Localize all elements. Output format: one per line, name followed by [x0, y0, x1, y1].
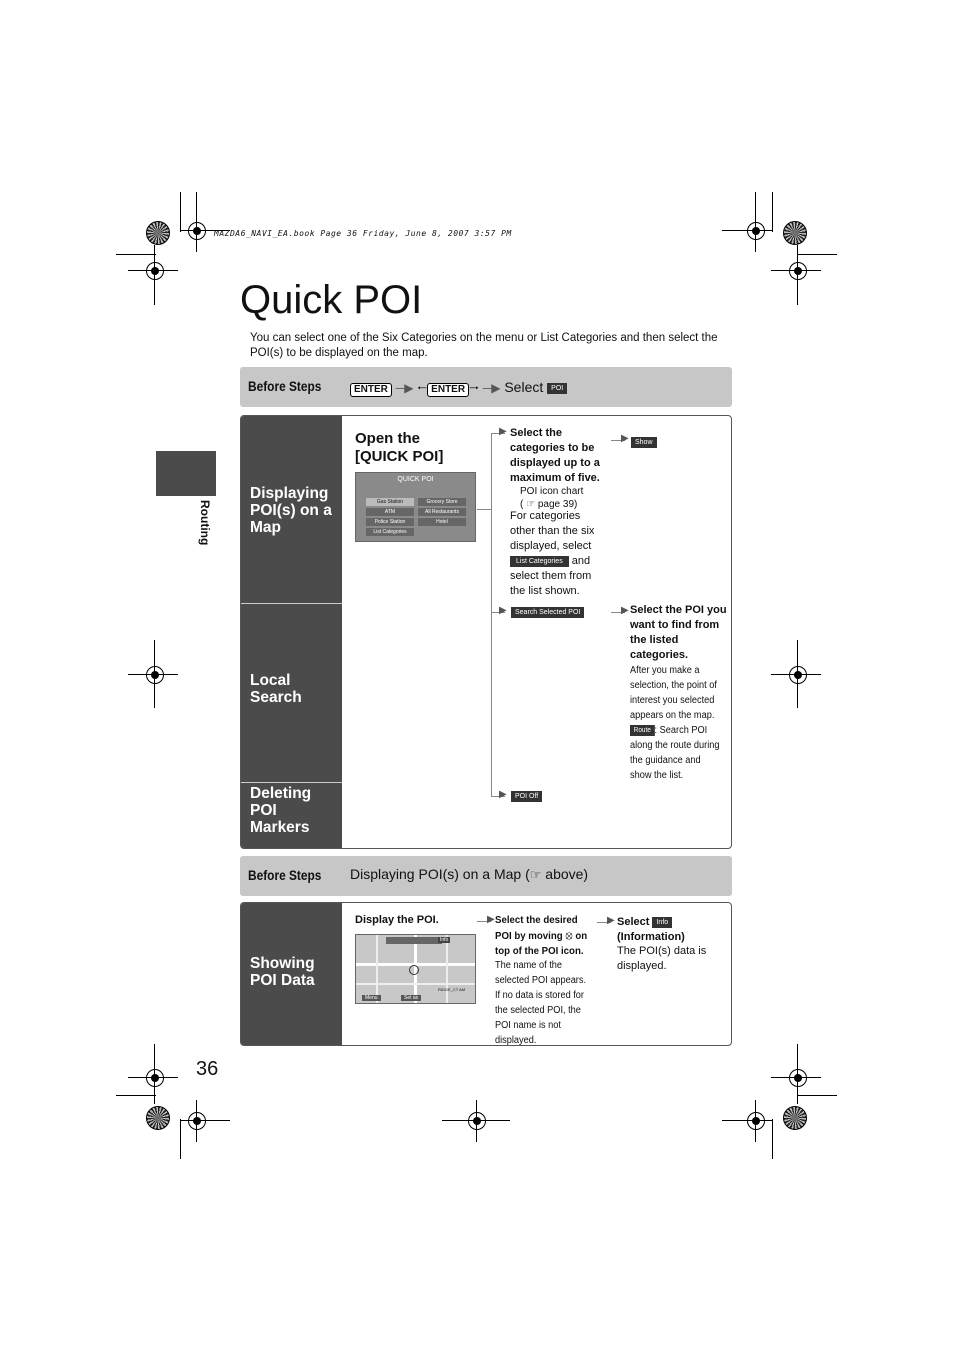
- crop-target: [789, 666, 807, 684]
- crop-target: [789, 1069, 807, 1087]
- band-text: Displaying POI(s) on a Map (: [350, 866, 530, 882]
- procedure-panel: [240, 415, 732, 849]
- screen-item: ATM: [366, 508, 414, 516]
- crop-target: [188, 222, 206, 240]
- arrow-left-icon: 🠀: [417, 381, 428, 395]
- before-steps-band: [240, 856, 732, 896]
- print-header: MAZDA6_NAVI_EA.book Page 36 Friday, June 8, 2007 3:57 PM: [214, 229, 512, 238]
- body-text: For categories other than the six displayed, select: [510, 510, 595, 552]
- quick-poi-screenshot: [355, 472, 476, 542]
- crop-target: [747, 1112, 765, 1130]
- display-poi-heading: Display the POI.: [355, 914, 439, 926]
- side-divider: [241, 603, 342, 604]
- pointing-hand-icon: ☞: [529, 867, 542, 882]
- arrow-right-icon: ▶: [499, 426, 507, 437]
- map-road: [376, 935, 378, 1003]
- list-categories-chip: List Categories: [510, 556, 569, 567]
- ref-open: (: [520, 499, 524, 510]
- side-column: [241, 416, 342, 848]
- screen-item: Hotel: [418, 518, 466, 526]
- step-body-other-categories: [510, 509, 606, 599]
- map-info-button: Info: [440, 937, 449, 943]
- crop-target: [146, 262, 164, 280]
- before-steps-label: Before Steps: [248, 378, 322, 394]
- crop-target: [146, 666, 164, 684]
- intro-text: You can select one of the Six Categories on the menu or List Categories and then select the POI(s) to be displayed on the map.: [250, 332, 718, 359]
- procedure-panel: [240, 902, 732, 1046]
- select-info-step: [617, 915, 727, 945]
- registration-mark: [146, 221, 170, 245]
- screen-item: List Categories: [366, 528, 414, 536]
- before-steps-band: [240, 367, 732, 407]
- map-road: [356, 983, 475, 985]
- body-text: and select them from the list shown.: [510, 555, 592, 597]
- map-poi-marker: [409, 965, 419, 975]
- connector-line: [491, 433, 492, 797]
- poi-icon-chart-note: POI icon chart: [520, 486, 584, 497]
- step-body-no-data: If no data is stored for the selected POI, the POI name is not displayed.: [495, 990, 584, 1046]
- arrow-right-icon: ▶: [487, 914, 495, 925]
- poi-chip: POI: [547, 383, 567, 394]
- arrow-right-icon: ─▶: [395, 381, 414, 395]
- screen-item: Grocery Store: [418, 498, 466, 506]
- map-road: [446, 935, 448, 1003]
- crop-target: [789, 262, 807, 280]
- crop-target: [188, 1112, 206, 1130]
- before-steps-text: [350, 866, 588, 883]
- section-showing-poi-data: Showing POI Data: [250, 955, 315, 989]
- section-tab: [156, 451, 216, 496]
- open-quick-poi-heading: Open the [QUICK POI]: [355, 430, 444, 465]
- show-chip: Show: [631, 437, 657, 448]
- quick-poi-screen-title: QUICK POI: [397, 476, 434, 483]
- map-top-bar: [386, 937, 442, 944]
- arrow-right-icon: ▶: [621, 605, 629, 616]
- route-chip: Route: [630, 725, 655, 736]
- section-deleting-poi: Deleting POI Markers: [250, 785, 312, 836]
- map-street-label: RIDGE_CT AM: [438, 987, 466, 992]
- arrow-right-icon: ▶: [499, 789, 507, 800]
- section-displaying-poi: Displaying POI(s) on a Map: [250, 485, 332, 536]
- map-screenshot: [355, 934, 476, 1004]
- screen-item: All Restaurants: [418, 508, 466, 516]
- information-label: (Information): [617, 931, 685, 943]
- select-label: Select: [617, 916, 650, 928]
- step-bold-text: Select the desired POI by moving: [495, 914, 578, 942]
- step-select-poi: Select the POI you want to find from the listed categories.: [630, 604, 727, 661]
- enter-key: ENTER: [427, 383, 469, 397]
- select-label: Select: [504, 379, 544, 395]
- side-tab-label: Routing: [198, 500, 212, 546]
- search-selected-poi-chip: Search Selected POI: [511, 607, 584, 618]
- ref-page: page 39): [537, 499, 578, 510]
- connector-line: [477, 509, 491, 510]
- map-set-button: Set as: [401, 995, 421, 1001]
- band-text: above): [545, 866, 589, 882]
- section-local-search: Local Search: [250, 672, 302, 706]
- step-select-categories: Select the categories to be displayed up to a maximum of five.: [510, 427, 600, 484]
- arrow-right-icon: ▶: [621, 433, 629, 444]
- step-body-selection: After you make a selection, the point of interest you selected appears on the map.: [630, 665, 717, 721]
- step-bold-text: on top of the POI icon.: [495, 930, 588, 957]
- map-menu-button: Menu: [362, 995, 381, 1001]
- arrow-right-icon: ▶: [607, 915, 615, 926]
- arrow-right-icon: ─▶: [482, 381, 501, 395]
- before-steps-sequence: [350, 379, 567, 400]
- step-body-name: The name of the selected POI appears.: [495, 960, 587, 986]
- registration-mark: [783, 1106, 807, 1130]
- poi-off-chip: POI Off: [511, 791, 542, 802]
- crop-target: [468, 1112, 486, 1130]
- before-steps-label: Before Steps: [248, 867, 322, 883]
- crop-target: [146, 1069, 164, 1087]
- screen-item: Gas Station: [366, 498, 414, 506]
- arrow-right-icon: ▶: [499, 605, 507, 616]
- enter-key: ENTER: [350, 383, 392, 397]
- crop-target: [747, 222, 765, 240]
- page-number: 36: [196, 1058, 219, 1080]
- cursor-circle-icon: ⦻: [565, 928, 573, 942]
- registration-mark: [783, 221, 807, 245]
- arrow-right-icon: 🠂: [469, 381, 479, 395]
- step-select-desired-poi: [495, 913, 592, 959]
- screen-item: Police Station: [366, 518, 414, 526]
- page-title: Quick POI: [240, 278, 423, 322]
- route-body: : Search POI along the route during the guidance and show the list.: [630, 725, 720, 781]
- side-divider: [241, 782, 342, 783]
- result-text: The POI(s) data is displayed.: [617, 945, 707, 972]
- pointing-hand-icon: ☞: [526, 499, 536, 510]
- registration-mark: [146, 1106, 170, 1130]
- info-chip: Info: [652, 917, 672, 928]
- route-note: [630, 723, 722, 783]
